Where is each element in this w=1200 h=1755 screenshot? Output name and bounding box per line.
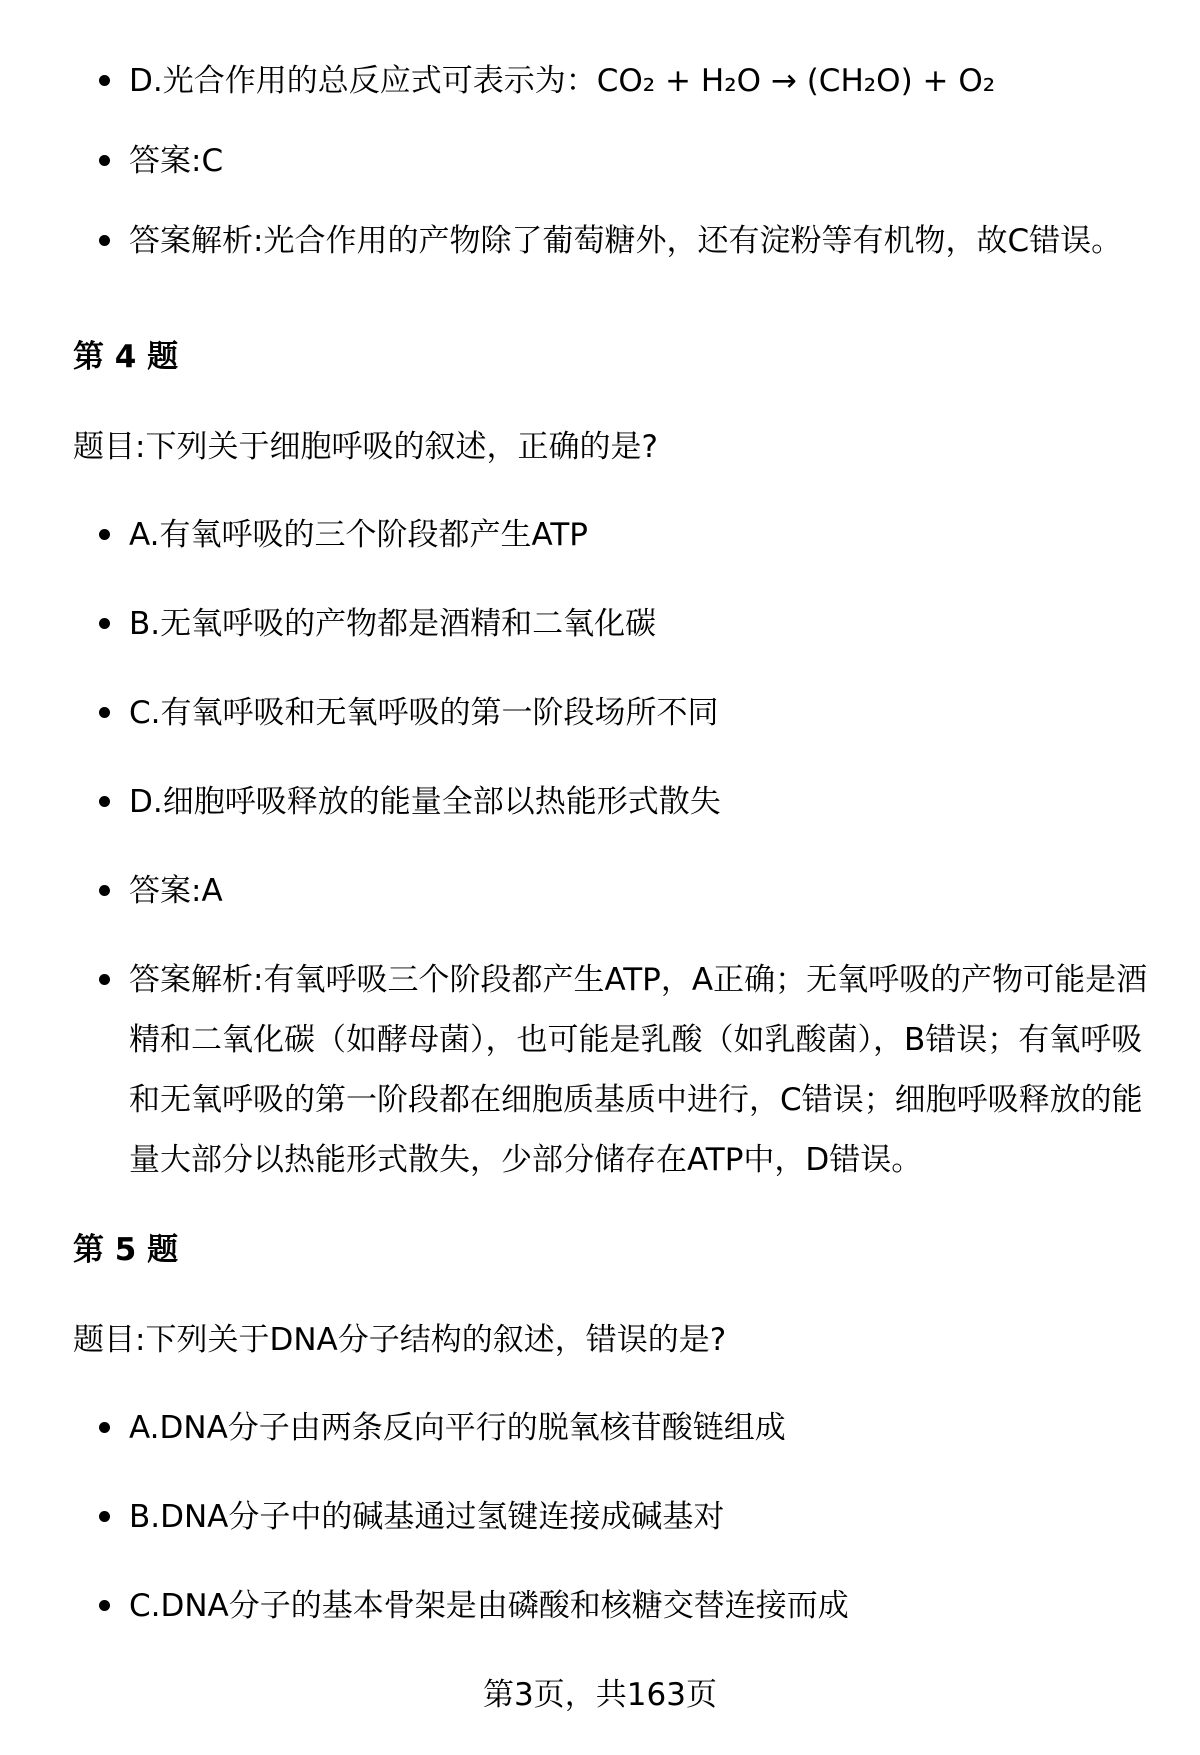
bullet-icon xyxy=(99,707,110,718)
answer-text: 答案:C xyxy=(129,143,224,179)
option-text: A.有氧呼吸的三个阶段都产生ATP xyxy=(129,517,588,553)
bullet-icon xyxy=(99,885,110,896)
bullet-icon xyxy=(99,1600,110,1611)
option-text: A.DNA分子由两条反向平行的脱氧核苷酸链组成 xyxy=(129,1410,786,1446)
bullet-icon xyxy=(99,974,110,985)
list-item-explanation xyxy=(73,211,1153,271)
bullet-icon xyxy=(99,235,110,246)
bullet-icon xyxy=(99,1511,110,1522)
list-item-option-c xyxy=(73,683,1153,743)
bullet-icon xyxy=(99,529,110,540)
list-item-option-d xyxy=(73,772,1153,832)
option-text: D.光合作用的总反应式可表示为：CO₂ + H₂O → (CH₂O) + O₂ xyxy=(129,63,996,99)
option-text: D.细胞呼吸释放的能量全部以热能形式散失 xyxy=(129,784,721,820)
bullet-icon xyxy=(99,796,110,807)
question-5-heading: 第 5 题 xyxy=(73,1232,179,1268)
explanation-text: 答案解析:有氧呼吸三个阶段都产生ATP，A正确；无氧呼吸的产物可能是酒精和二氧化碳（如酵母菌），也可能是乳酸（如乳酸菌），B错误；有氧呼吸和无氧呼吸的第一阶段都在细胞质基质中进行，C错误；细胞呼吸释放的能量大部分以热能形式散失，少部分储存在ATP中，D错误。 xyxy=(129,962,1148,1178)
list-item-option-b xyxy=(73,1487,1153,1547)
list-item-option-b xyxy=(73,594,1153,654)
list-item-option-a xyxy=(73,505,1153,565)
list-item-option-a xyxy=(73,1398,1153,1458)
option-text: B.DNA分子中的碱基通过氢键连接成碱基对 xyxy=(129,1499,725,1535)
option-text: C.DNA分子的基本骨架是由磷酸和核糖交替连接而成 xyxy=(129,1588,849,1624)
list-item-answer xyxy=(73,131,1153,191)
bullet-icon xyxy=(99,1422,110,1433)
page-number: 第3页，共163页 xyxy=(483,1677,717,1713)
question-5-text: 题目:下列关于DNA分子结构的叙述，错误的是? xyxy=(73,1322,727,1358)
question-4-heading: 第 4 题 xyxy=(73,339,179,375)
explanation-text: 答案解析:光合作用的产物除了葡萄糖外，还有淀粉等有机物，故C错误。 xyxy=(129,223,1123,259)
question-4-text: 题目:下列关于细胞呼吸的叙述，正确的是? xyxy=(73,429,658,465)
option-text: B.无氧呼吸的产物都是酒精和二氧化碳 xyxy=(129,606,657,642)
list-item-option-c xyxy=(73,1576,1153,1636)
list-item-answer xyxy=(73,861,1153,921)
bullet-icon xyxy=(99,155,110,166)
option-text: C.有氧呼吸和无氧呼吸的第一阶段场所不同 xyxy=(129,695,719,731)
bullet-icon xyxy=(99,618,110,629)
list-item-option-d xyxy=(73,51,1153,111)
list-item-explanation xyxy=(73,950,1153,1190)
bullet-icon xyxy=(99,75,110,86)
answer-text: 答案:A xyxy=(129,873,223,909)
